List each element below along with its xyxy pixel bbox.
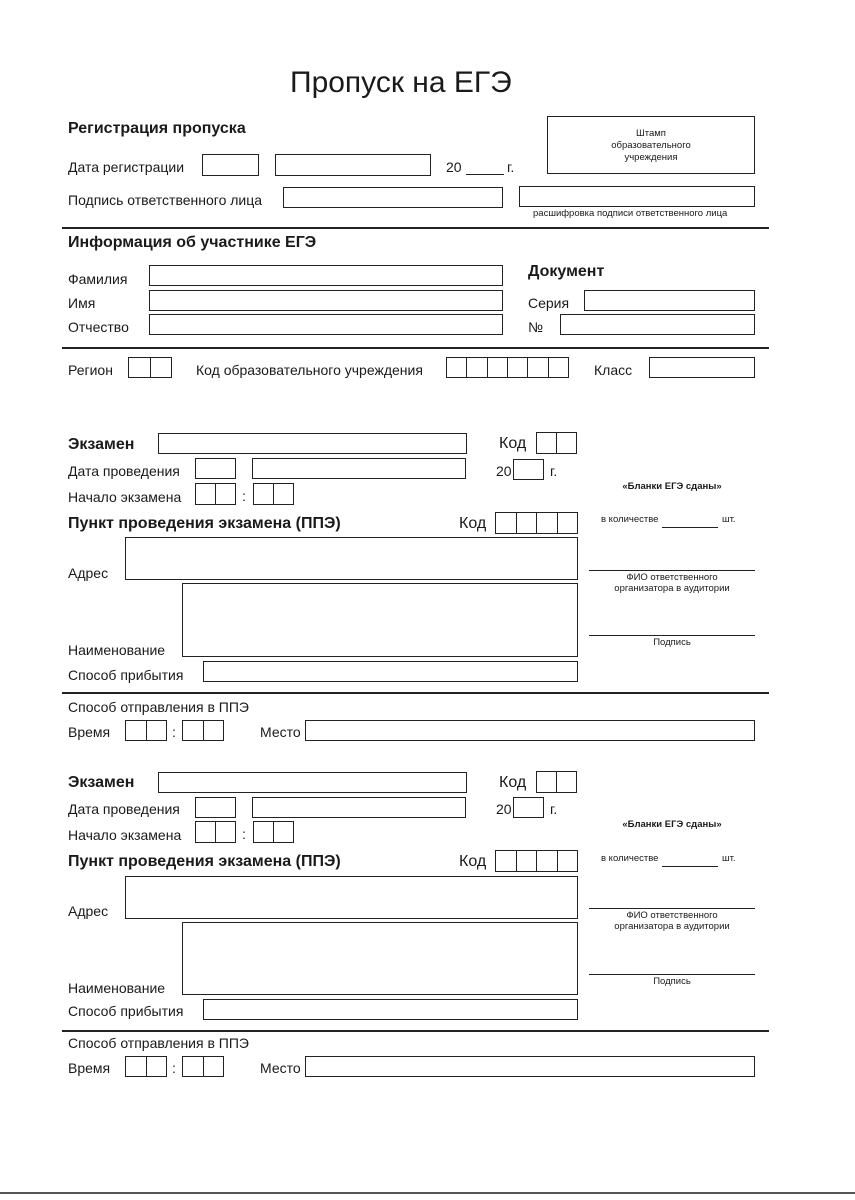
signature-decoding-field[interactable] <box>519 186 755 207</box>
exam-start-hours-field[interactable] <box>195 821 236 843</box>
ppe-heading: Пункт проведения экзамена (ППЭ) <box>68 515 341 532</box>
surname-label: Фамилия <box>68 271 128 287</box>
quantity-field[interactable] <box>662 866 718 867</box>
organizer-label-2: организатора в аудитории <box>614 921 730 932</box>
series-label: Серия <box>528 295 570 311</box>
time-hours-field[interactable] <box>125 720 167 741</box>
class-field[interactable] <box>649 357 755 378</box>
organizer-signature-field[interactable] <box>589 974 755 975</box>
number-field[interactable] <box>560 314 755 335</box>
surname-field[interactable] <box>149 265 503 286</box>
exam-month-field[interactable] <box>252 458 466 479</box>
stamp-text-2: образовательного <box>611 140 691 151</box>
stamp-text-1: Штамп <box>636 128 666 139</box>
quantity-unit: шт. <box>722 514 736 525</box>
quantity-field[interactable] <box>662 527 718 528</box>
region-field[interactable] <box>128 357 172 378</box>
arrival-label: Способ прибытия <box>68 667 184 683</box>
arrival-field[interactable] <box>203 999 578 1020</box>
organizer-name-field[interactable] <box>589 570 755 571</box>
patronymic-field[interactable] <box>149 314 503 335</box>
exam-code-field[interactable] <box>536 432 577 454</box>
class-label: Класс <box>594 362 633 378</box>
exam-code-label: Код <box>499 435 527 452</box>
quantity-unit: шт. <box>722 853 736 864</box>
exam-start-hours-field[interactable] <box>195 483 236 505</box>
place-field[interactable] <box>305 1056 755 1077</box>
organizer-label-1: ФИО ответственного <box>626 910 718 921</box>
registration-year-suffix: г. <box>507 159 515 175</box>
exam-label: Экзамен <box>68 774 135 791</box>
page-bottom-edge <box>0 1192 855 1194</box>
forms-handed-label: «Бланки ЕГЭ сданы» <box>622 819 722 830</box>
series-field[interactable] <box>584 290 755 311</box>
school-code-label: Код образовательного учреждения <box>196 362 423 378</box>
exam-subject-field[interactable] <box>158 433 467 454</box>
exam-day-field[interactable] <box>195 797 236 818</box>
address-field[interactable] <box>125 876 578 919</box>
time-colon: : <box>172 1060 176 1076</box>
exam-start-colon: : <box>242 826 246 842</box>
ppe-code-label: Код <box>459 515 487 532</box>
organizer-signature-label: Подпись <box>653 637 691 648</box>
number-label: № <box>528 319 544 335</box>
time-label: Время <box>68 1060 111 1076</box>
ppe-name-field[interactable] <box>182 922 578 995</box>
region-label: Регион <box>68 362 113 378</box>
quantity-label: в количестве <box>601 514 659 525</box>
ppe-code-field[interactable] <box>495 512 578 534</box>
ppe-heading: Пункт проведения экзамена (ППЭ) <box>68 853 341 870</box>
participant-heading: Информация об участнике ЕГЭ <box>68 234 317 251</box>
signature-field[interactable] <box>283 187 503 208</box>
departure-label: Способ отправления в ППЭ <box>68 699 249 715</box>
stamp-box <box>547 116 755 174</box>
registration-date-label: Дата регистрации <box>68 159 185 175</box>
place-label: Место <box>260 1060 301 1076</box>
time-hours-field[interactable] <box>125 1056 167 1077</box>
exam-year-suffix: г. <box>550 463 558 479</box>
name-label: Имя <box>68 295 96 311</box>
exam-start-label: Начало экзамена <box>68 489 182 505</box>
divider <box>62 347 769 349</box>
registration-year-field[interactable] <box>466 174 504 175</box>
time-minutes-field[interactable] <box>182 1056 224 1077</box>
arrival-label: Способ прибытия <box>68 1003 184 1019</box>
exam-date-label: Дата проведения <box>68 463 180 479</box>
exam-year-suffix: г. <box>550 801 558 817</box>
place-label: Место <box>260 724 301 740</box>
divider <box>62 692 769 694</box>
address-label: Адрес <box>68 903 109 919</box>
exam-day-field[interactable] <box>195 458 236 479</box>
organizer-name-field[interactable] <box>589 908 755 909</box>
address-field[interactable] <box>125 537 578 580</box>
registration-month-field[interactable] <box>275 154 431 176</box>
exam-label: Экзамен <box>68 436 135 453</box>
exam-year-prefix: 20 <box>496 463 512 479</box>
exam-code-field[interactable] <box>536 771 577 793</box>
ppe-name-label: Наименование <box>68 642 166 658</box>
exam-year-field[interactable] <box>513 797 544 818</box>
organizer-label-2: организатора в аудитории <box>614 583 730 594</box>
document-heading: Документ <box>528 263 605 280</box>
ppe-code-field[interactable] <box>495 850 578 872</box>
exam-subject-field[interactable] <box>158 772 467 793</box>
registration-year-prefix: 20 <box>446 159 462 175</box>
divider <box>62 1030 769 1032</box>
registration-heading: Регистрация пропуска <box>68 120 246 137</box>
signature-label: Подпись ответственного лица <box>68 192 263 208</box>
exam-start-minutes-field[interactable] <box>253 483 294 505</box>
divider <box>62 227 769 229</box>
time-minutes-field[interactable] <box>182 720 224 741</box>
exam-code-label: Код <box>499 774 527 791</box>
stamp-text-3: учреждения <box>624 152 678 163</box>
exam-date-label: Дата проведения <box>68 801 180 817</box>
place-field[interactable] <box>305 720 755 741</box>
school-code-field[interactable] <box>446 357 569 378</box>
exam-year-field[interactable] <box>513 459 544 480</box>
organizer-signature-label: Подпись <box>653 976 691 987</box>
time-colon: : <box>172 724 176 740</box>
ppe-name-field[interactable] <box>182 583 578 657</box>
signature-decoding-caption: расшифровка подписи ответственного лица <box>533 208 728 219</box>
name-field[interactable] <box>149 290 503 311</box>
ppe-code-label: Код <box>459 853 487 870</box>
organizer-label-1: ФИО ответственного <box>626 572 718 583</box>
registration-day-field[interactable] <box>202 154 259 176</box>
address-label: Адрес <box>68 565 109 581</box>
ppe-name-label: Наименование <box>68 980 166 996</box>
exam-start-label: Начало экзамена <box>68 827 182 843</box>
exam-month-field[interactable] <box>252 797 466 818</box>
exam-start-minutes-field[interactable] <box>253 821 294 843</box>
forms-handed-label: «Бланки ЕГЭ сданы» <box>622 481 722 492</box>
time-label: Время <box>68 724 111 740</box>
quantity-label: в количестве <box>601 853 659 864</box>
exam-year-prefix: 20 <box>496 801 512 817</box>
departure-label: Способ отправления в ППЭ <box>68 1035 249 1051</box>
page-title: Пропуск на ЕГЭ <box>290 66 512 99</box>
exam-start-colon: : <box>242 488 246 504</box>
arrival-field[interactable] <box>203 661 578 682</box>
patronymic-label: Отчество <box>68 319 129 335</box>
organizer-signature-field[interactable] <box>589 635 755 636</box>
